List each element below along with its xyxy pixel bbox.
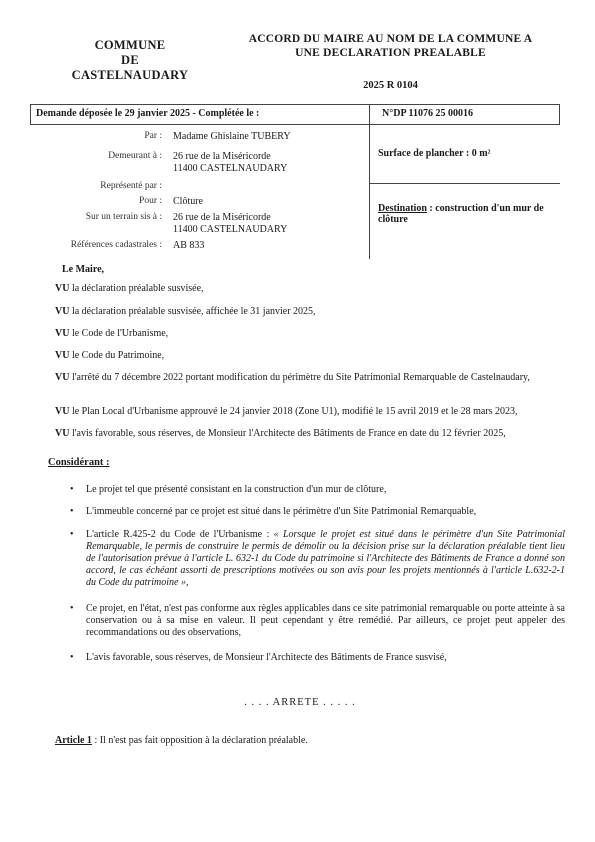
purpose-label: Pour :	[139, 196, 162, 206]
bullet-icon: •	[70, 484, 74, 495]
commune-line: DE	[121, 53, 139, 67]
representative-label: Représenté par :	[100, 181, 162, 191]
vu-line: VU le Code du Patrimoine,	[55, 350, 165, 361]
document-title	[218, 32, 563, 60]
bullet-icon: •	[70, 529, 74, 540]
vu-line: VU l'arrêté du 7 décembre 2022 portant modification du périmètre du Site Patrimonial Remarquable de Castelnaudary,	[55, 372, 530, 383]
address-line-2: 11400 CASTELNAUDARY	[173, 163, 288, 174]
decision-reference: 2025 R 0104	[363, 80, 418, 91]
applicant-label: Par :	[144, 131, 162, 141]
side-divider	[369, 183, 560, 184]
considerant-item: • L'immeuble concerné par ce projet est situé dans le périmètre d'un Site Patrimonial Remarquable,	[70, 506, 477, 517]
arrete-heading: . . . . ARRETE . . . . .	[244, 697, 356, 708]
purpose-value: Clôture	[173, 196, 203, 207]
commune-heading	[55, 38, 205, 83]
considerant-item: • L'avis favorable, sous réserves, de Monsieur l'Architecte des Bâtiments de France susvisé,	[70, 652, 447, 663]
title-line: UNE DECLARATION PREALABLE	[295, 47, 486, 59]
vu-line: VU le Plan Local d'Urbanisme approuvé le 24 janvier 2018 (Zone U1), modifié le 15 avril 2019 et le 28 mars 2023,	[55, 406, 518, 417]
file-number: N°DP 11076 25 00016	[382, 108, 473, 119]
article-text: : Il n'est pas fait opposition à la déclaration préalable.	[91, 735, 308, 746]
column-divider	[369, 104, 370, 259]
considerant-item: • Le projet tel que présenté consistant en la construction d'un mur de clôture,	[70, 484, 387, 495]
vu-line: VU l'avis favorable, sous réserves, de Monsieur l'Architecte des Bâtiments de France en date du 12 février 2025,	[55, 428, 506, 439]
bullet-icon: •	[70, 652, 74, 663]
vu-line: VU le Code de l'Urbanisme,	[55, 328, 169, 339]
considerant-heading: Considérant :	[48, 457, 110, 468]
destination	[378, 203, 558, 225]
address-label: Demeurant à :	[108, 151, 162, 161]
considerant-item: • L'article R.425-2 du Code de l'Urbanisme : « Lorsque le projet est situé dans le périmètre d'un Site Patrimonial Remarquable, le permis de construire le permis de démolir ou la décision prise sur la déclaration préalable tient lieu de l'autorisation prévue à l'article L. 632-1 du Code du patrimoine si l'Architecte des Bâtiments de France a donné son accord, le cas échéant assorti de prescriptions motivées ou son avis pour les projets mentionnés à l'article L.632-2-1 du Code du patrimoine »,	[70, 529, 565, 588]
article-1	[55, 735, 308, 746]
cadastral-value: AB 833	[173, 240, 205, 251]
floor-surface: Surface de plancher : 0 m²	[378, 148, 491, 159]
destination-label: Destination	[378, 203, 427, 214]
article-label: Article 1	[55, 735, 92, 746]
commune-line: CASTELNAUDARY	[71, 68, 189, 82]
vu-line: VU la déclaration préalable susvisée, affichée le 31 janvier 2025,	[55, 306, 316, 317]
deposit-date: Demande déposée le 29 janvier 2025 - Complétée le :	[36, 108, 260, 119]
vu-line: VU la déclaration préalable susvisée,	[55, 283, 204, 294]
considerant-item: • Ce projet, en l'état, n'est pas conforme aux règles applicables dans ce site patrimonial remarquable ou porte atteinte à sa conservation ou à sa mise en valeur. Il peut cependant y être remédié. Par ailleurs, ce projet peut appeler des recommandations ou des observations,	[70, 603, 565, 638]
bullet-icon: •	[70, 506, 74, 517]
destination-value: : construction d'un mur de clôture	[378, 203, 544, 225]
land-line-1: 26 rue de la Miséricorde	[173, 212, 271, 223]
land-line-2: 11400 CASTELNAUDARY	[173, 224, 288, 235]
address-line-1: 26 rue de la Miséricorde	[173, 151, 271, 162]
cadastral-label: Références cadastrales :	[70, 240, 162, 250]
title-line: ACCORD DU MAIRE AU NOM DE LA COMMUNE A	[248, 33, 533, 45]
commune-line: COMMUNE	[94, 38, 166, 52]
bullet-icon: •	[70, 603, 74, 614]
applicant-value: Madame Ghislaine TUBERY	[173, 131, 291, 142]
land-label: Sur un terrain sis à :	[85, 212, 162, 222]
mayor-heading: Le Maire,	[62, 264, 105, 275]
